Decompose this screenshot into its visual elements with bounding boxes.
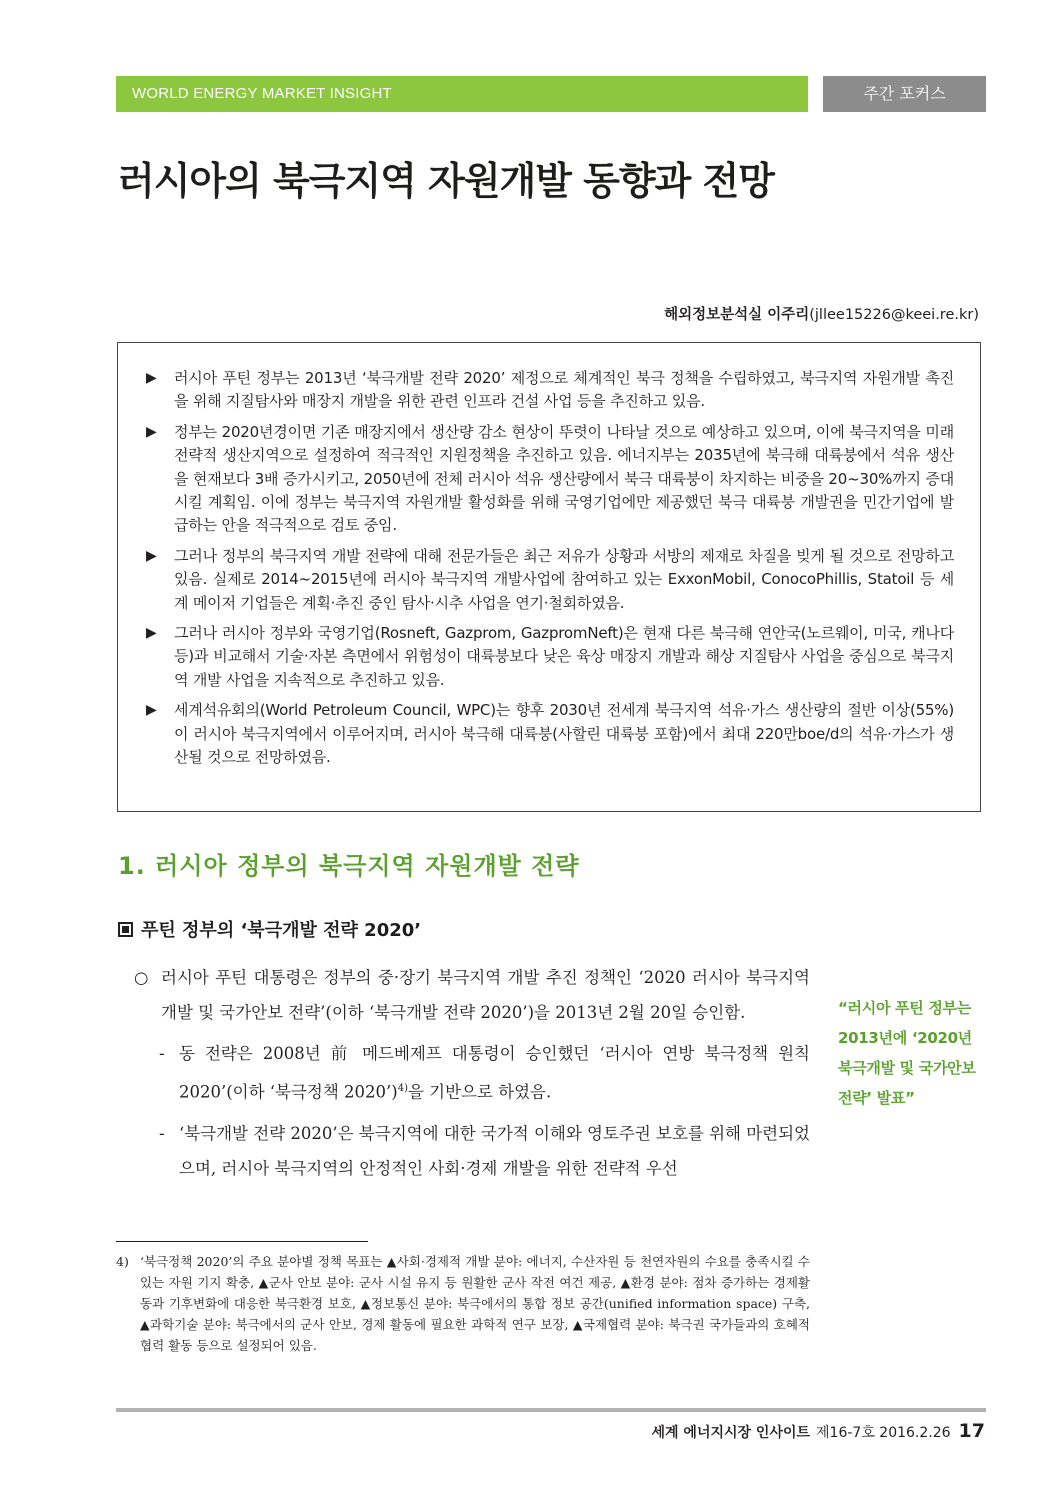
author-name: 해외정보분석실 이주리 — [664, 307, 810, 323]
bullet-triangle-icon: ▶ — [146, 423, 157, 440]
bullet-triangle-icon: ▶ — [146, 702, 157, 719]
checkbox-square-icon — [118, 922, 133, 937]
subheading: 푸틴 정부의 ‘북극개발 전략 2020’ — [118, 916, 421, 942]
page-number: 17 — [958, 1420, 985, 1442]
bullet-triangle-icon: ▶ — [146, 370, 157, 386]
summary-item: ▶ 정부는 2020년경이면 기존 매장지에서 생산량 감소 현상이 뚜렷이 나타날 것으로 예상하고 있으며, 이에 북극지역을 미래 전략적 생산지역으로 설정하여 적극적인 지원정책을 추진하고 있음. 에너지부는 2035년에 북극해 대륙붕에서 석유 생산을 현재보다 3배 증가시키고, 2050년에 전체 러시아 석유 생산량에서 북극 대륙붕이 차지하는 비중을 20~30%까지 증대시킬 계획임. 이에 정부는 북극지역 자원개발 활성화를 위해 국영기업에만 제공했던 북극 대륙붕 개발권을 민간기업에 발급하는 안을 적극적으로 검토 중임. — [146, 422, 954, 535]
section-tag: 주간 포커스 — [823, 76, 986, 112]
summary-item: ▶ 세계석유회의(World Petroleum Council, WPC)는 향후 2030년 전세계 북극지역 석유·가스 생산량의 절반 이상(55%)이 러시아 북극지역에서 이루어지며, 러시아 북극해 대륙붕(사할린 대륙붕 포함)에서 최대 220만boe/d의 석유·가스가 생산될 것으로 전망하였음. — [146, 701, 954, 767]
footnote-number: 4) — [116, 1254, 129, 1269]
issue-info: 제16-7호 2016.2.26 — [816, 1425, 951, 1441]
footnote-ref[interactable]: 4) — [397, 1083, 408, 1094]
author-line — [664, 303, 979, 324]
footnote-divider — [116, 1241, 368, 1242]
pull-quote: “러시아 푸틴 정부는 2013년에 ‘2020년 북극개발 및 국가안보 전략’ 발표” — [838, 999, 976, 1107]
dash-bullet: - — [159, 1044, 165, 1063]
footnote — [116, 1251, 810, 1356]
summary-item: ▶ 러시아 푸틴 정부는 2013년 ‘북극개발 전략 2020’ 제정으로 체계적인 북극 정책을 수립하였고, 북극지역 자원개발 촉진을 위해 지질탐사와 매장지 개발을 위한 관련 인프라 건설 사업 등을 추진하고 있음. — [146, 369, 954, 411]
dash-bullet: - — [159, 1123, 165, 1143]
body-dash-item: - ‘북극개발 전략 2020’은 북극지역에 대한 국가적 이해와 영토주권 보호를 위해 마련되었으며, 러시아 북극지역의 안정적인 사회·경제 개발을 위한 전략적 우선 — [134, 1116, 810, 1186]
header-banner — [116, 76, 808, 112]
circle-bullet-icon: ○ — [134, 968, 149, 987]
body-paragraph: ○ 러시아 푸틴 대통령은 정부의 중·장기 북극지역 개발 추진 정책인 ‘2020 러시아 북극지역 개발 및 국가안보 전략’(이하 ‘북극개발 전략 2020’)을 2013년 2월 20일 승인함. — [134, 960, 810, 1030]
footer-divider — [116, 1408, 986, 1412]
body-text — [134, 960, 810, 1186]
summary-item: ▶ 그러나 러시아 정부와 국영기업(Rosneft, Gazprom, GazpromNeft)은 현재 다른 북극해 연안국(노르웨이, 미국, 캐나다 등)과 비교해서 기술·자본 측면에서 위험성이 대륙붕보다 낮은 육상 매장지 개발과 해상 지질탐사 사업을 중심으로 북극지역 개발 사업을 지속적으로 추진하고 있음. — [146, 624, 954, 689]
bullet-triangle-icon: ▶ — [146, 625, 157, 642]
author-email[interactable]: (jllee15226@keei.re.kr) — [809, 307, 979, 323]
body-dash-item: - 동 전략은 2008년 前 메드베제프 대통령이 승인했던 ‘러시아 연방 북극정책 원칙 2020’(이하 ‘북극정책 2020’)$^{4)}$을 기반으로 하였음. — [134, 1036, 810, 1110]
bullet-triangle-icon: ▶ — [146, 547, 157, 564]
summary-item: ▶ 그러나 정부의 북극지역 개발 전략에 대해 전문가들은 최근 저유가 상황과 서방의 제재로 차질을 빚게 될 것으로 전망하고 있음. 실제로 2014~2015년에 러시아 북극지역 개발사업에 참여하고 있는 ExxonMobil, ConocoPhillis, Statoil 등 세계 메이저 기업들은 계획·추진 중인 탐사·시추 사업을 연기·철회하였음. — [146, 546, 954, 612]
section-heading: 1. 러시아 정부의 북극지역 자원개발 전략 — [118, 852, 580, 880]
series-title: WORLD ENERGY MARKET INSIGHT — [132, 85, 392, 102]
page-footer — [652, 1420, 986, 1442]
footnote-text: ‘북극정책 2020’의 주요 분야별 정책 목표는 ▲사회·경제적 개발 분야: 에너지, 수산자원 등 천연자원의 수요를 충족시킬 수 있는 자원 기지 확충, ▲군사 안보 분야: 군사 시설 유지 등 원활한 군사 작전 여건 제공, ▲환경 분야: 점차 증가하는 경제활동과 기후변화에 대응한 북극환경 보호, ▲정보통신 분야: 북극에서의 통합 정보 공간(unified information space) 구축, ▲과학기술 분야: 북극에서의 군사 안보, 경제 활동에 필요한 과학적 연구 보장, ▲국제협력 분야: 북극권 국가들과의 호혜적 협력 활동 등으로 설정되어 있음. — [140, 1254, 810, 1353]
summary-box — [117, 342, 981, 812]
publication-name: 세계 에너지시장 인사이트 — [651, 1425, 811, 1441]
page-title: 러시아의 북극지역 자원개발 동향과 전망 — [118, 159, 774, 203]
